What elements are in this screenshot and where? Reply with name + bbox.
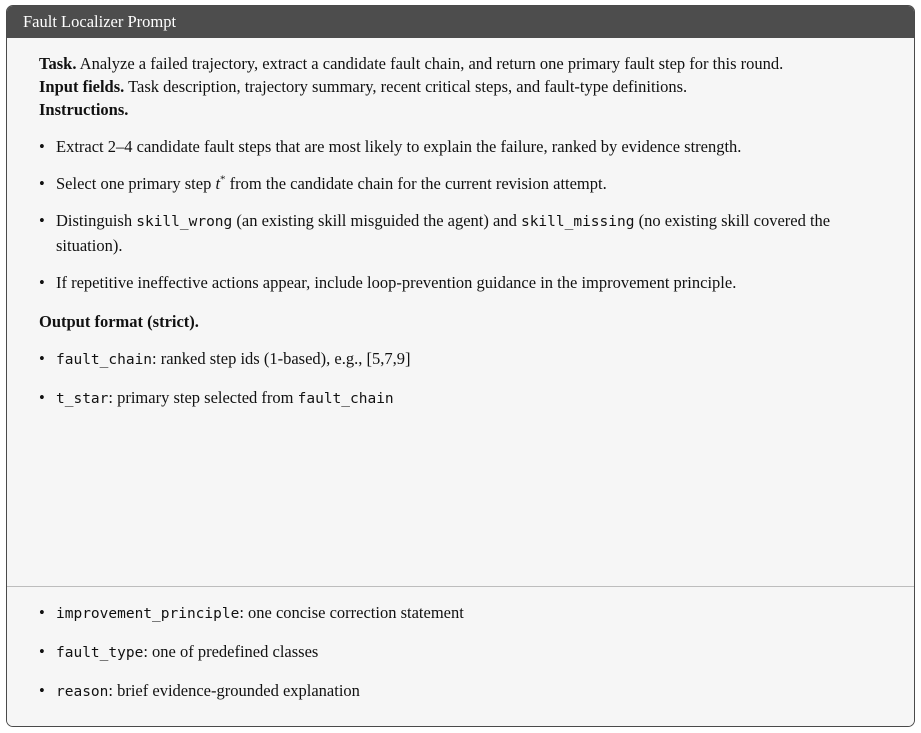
bullet-icon: • — [39, 273, 45, 292]
output-format-list — [39, 347, 882, 411]
bullet-icon: • — [39, 388, 45, 407]
instructions-heading: Instructions. — [39, 100, 129, 119]
input-fields-paragraph — [39, 75, 882, 98]
task-text: Analyze a failed trajectory, extract a candidate fault chain, and return one primary fault step for this round. — [76, 54, 784, 73]
bullet-icon: • — [39, 603, 45, 622]
input-fields-text: Task description, trajectory summary, recent critical steps, and fault-type definitions. — [124, 77, 688, 96]
output-item: • fault_chain: ranked step ids (1-based), e.g., [5,7,9] — [39, 349, 411, 368]
instruction-item: • If repetitive ineffective actions appear, include loop-prevention guidance in the improvement principle. — [39, 273, 737, 292]
bullet-icon: • — [39, 137, 45, 156]
instruction-item: • Extract 2–4 candidate fault steps that are most likely to explain the failure, ranked by evidence strength. — [39, 137, 742, 156]
bullet-icon: • — [39, 174, 45, 193]
input-fields-label: Input fields. — [39, 77, 125, 96]
task-label: Task. — [39, 54, 77, 73]
task-paragraph — [39, 52, 882, 75]
instruction-item: • Distinguish skill_wrong (an existing skill misguided the agent) and skill_missing (no existing skill covered the situation). — [39, 211, 831, 255]
output-item: • reason: brief evidence-grounded explanation — [39, 681, 360, 700]
instructions-list — [39, 135, 882, 294]
output-item: • fault_type: one of predefined classes — [39, 642, 319, 661]
output-format-heading: Output format (strict). — [39, 312, 199, 331]
bullet-icon: • — [39, 681, 45, 700]
card-title: Fault Localizer Prompt — [7, 6, 914, 38]
math-t-star: t* — [215, 173, 226, 193]
prompt-card — [6, 5, 915, 727]
bullet-icon: • — [39, 642, 45, 661]
code-skill-missing: skill_missing — [520, 214, 635, 230]
bullet-icon: • — [39, 211, 45, 230]
card-body-lower — [7, 586, 914, 726]
bullet-icon: • — [39, 349, 45, 368]
output-item: • improvement_principle: one concise correction statement — [39, 603, 464, 622]
instruction-item: • Select one primary step t* from the candidate chain for the current revision attempt. — [39, 173, 607, 193]
output-item: • t_star: primary step selected from fault_chain — [39, 388, 394, 407]
code-skill-wrong: skill_wrong — [136, 214, 233, 230]
output-format-list-continued — [39, 601, 882, 704]
card-body-upper — [7, 38, 914, 586]
